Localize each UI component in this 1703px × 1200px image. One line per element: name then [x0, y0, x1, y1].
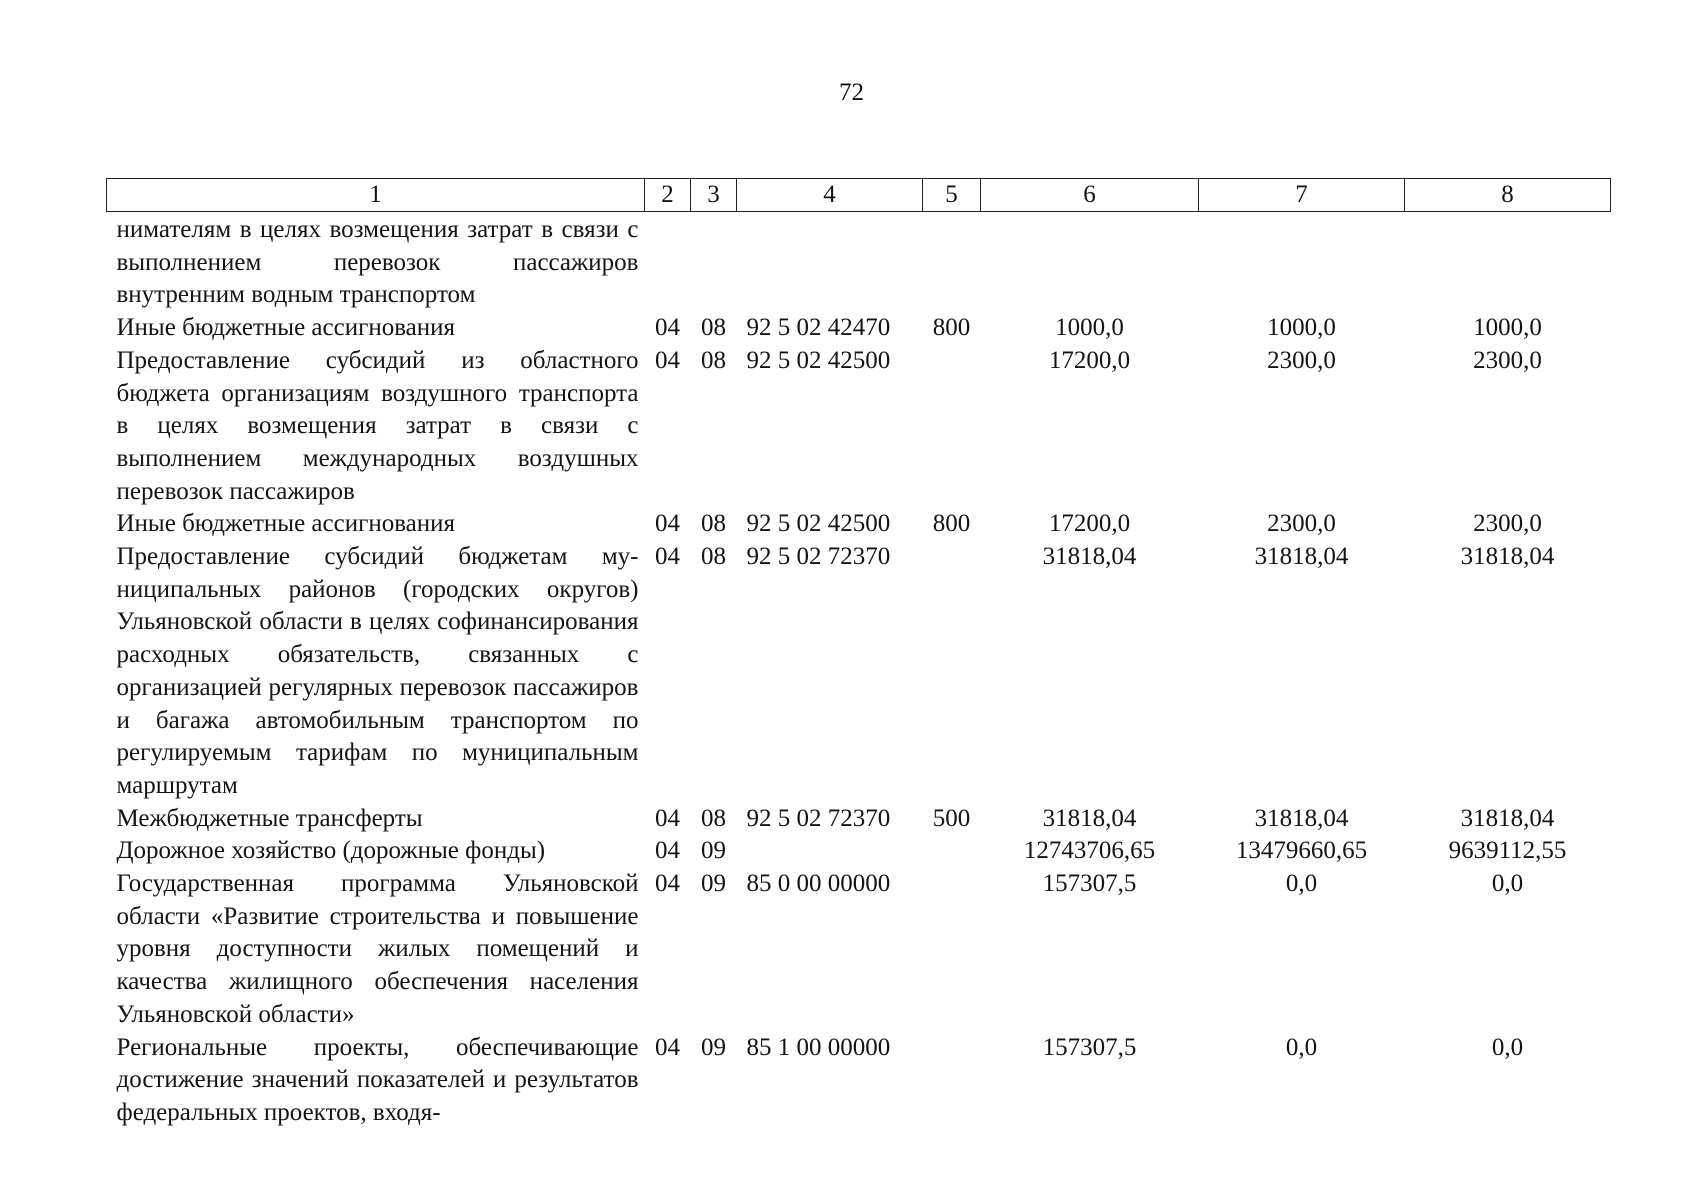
row-expense-type	[923, 1032, 981, 1130]
header-col-3: 3	[691, 179, 737, 212]
row-description: Региональные проекты, обеспечивающие достижение значений показателей и результатов федеральных проектов, входя-	[116, 1033, 639, 1126]
table-row	[107, 835, 1611, 868]
row-value-col-7: 31818,04	[1254, 804, 1349, 832]
row-value-col-7: 2300,0	[1267, 510, 1336, 538]
row-value-col-8: 0,0	[1491, 870, 1524, 898]
table-row	[107, 312, 1611, 345]
row-subsection-code: 08	[701, 510, 726, 538]
table-row	[107, 345, 1611, 509]
table-body	[107, 212, 1611, 1130]
budget-table	[106, 178, 1611, 1130]
row-subsection-code: 08	[701, 543, 726, 571]
row-description: нимателям в целях возмещения затрат в связи с выполнением перевозок пассажиров внутренним водным транспортом	[116, 216, 639, 309]
row-subsection-code: 09	[701, 1033, 726, 1061]
row-value-col-6: 31818,04	[1042, 543, 1137, 571]
row-value-col-6: 17200,0	[1048, 510, 1131, 538]
row-value-col-8: 0,0	[1491, 1033, 1524, 1061]
row-value-col-8: 31818,04	[1460, 804, 1555, 832]
row-value-col-7: 1000,0	[1267, 314, 1336, 342]
row-value-col-6: 17200,0	[1048, 346, 1131, 374]
row-value-col-7: 0,0	[1285, 870, 1318, 898]
row-description: Дорожное хозяйство (дорожные фонды)	[116, 837, 546, 865]
row-value-col-7	[1199, 212, 1405, 313]
row-section-code: 04	[655, 837, 680, 865]
row-section-code: 04	[655, 1033, 680, 1061]
row-target-article: 85 0 00 00000	[746, 870, 891, 898]
row-target-article: 85 1 00 00000	[746, 1033, 891, 1061]
row-section-code	[645, 212, 691, 313]
table-row	[107, 508, 1611, 541]
row-value-col-7: 2300,0	[1267, 346, 1336, 374]
row-description: Иные бюджетные ассигнования	[116, 510, 456, 538]
row-subsection-code	[691, 212, 737, 313]
table-row	[107, 1032, 1611, 1130]
row-target-article	[737, 835, 923, 868]
row-expense-type: 800	[932, 510, 971, 538]
header-col-7: 7	[1199, 179, 1405, 212]
row-expense-type	[923, 212, 981, 313]
row-value-col-7: 31818,04	[1254, 543, 1349, 571]
row-expense-type: 800	[932, 314, 971, 342]
row-expense-type	[923, 345, 981, 509]
header-col-4: 4	[737, 179, 923, 212]
table-row	[107, 212, 1611, 313]
row-description: Иные бюджетные ассигнования	[116, 314, 456, 342]
row-section-code: 04	[655, 870, 680, 898]
row-expense-type	[923, 868, 981, 1032]
row-target-article: 92 5 02 72370	[746, 804, 891, 832]
row-section-code: 04	[655, 543, 680, 571]
header-col-8: 8	[1405, 179, 1611, 212]
table-row	[107, 803, 1611, 836]
row-value-col-8: 2300,0	[1473, 510, 1542, 538]
row-target-article	[737, 212, 923, 313]
header-col-5: 5	[923, 179, 981, 212]
row-description: Предоставление субсидий бюджетам муниципальных районов (городских округов) Ульяновской области в целях софинансирования расходных обязательств, связанных с организацией регулярных перевозок пассажиров и багажа автомобильным транспортом по регулируемым тарифам по муниципальным маршрутам	[116, 543, 639, 799]
row-target-article: 92 5 02 42500	[746, 510, 891, 538]
header-col-1: 1	[107, 179, 645, 212]
row-value-col-6	[981, 212, 1199, 313]
header-row	[107, 179, 1611, 212]
row-target-article: 92 5 02 42500	[746, 346, 891, 374]
row-value-col-6: 157307,5	[1042, 870, 1137, 898]
row-value-col-8: 31818,04	[1460, 543, 1555, 571]
row-expense-type	[923, 541, 981, 803]
row-section-code: 04	[655, 314, 680, 342]
row-value-col-7: 0,0	[1285, 1033, 1318, 1061]
row-value-col-8: 1000,0	[1473, 314, 1542, 342]
row-target-article: 92 5 02 42470	[746, 314, 891, 342]
row-value-col-6: 1000,0	[1055, 314, 1124, 342]
row-section-code: 04	[655, 510, 680, 538]
row-value-col-7: 13479660,65	[1235, 837, 1368, 865]
table-row	[107, 541, 1611, 803]
row-description: Предоставление субсидий из областного бюджета организациям воздушного транспорта в целях возмещения затрат в связи с выполнением международных воздушных перевозок пассажиров	[116, 346, 639, 505]
row-value-col-6: 157307,5	[1042, 1033, 1137, 1061]
row-description: Государственная программа Ульяновской области «Развитие строительства и повышение уровня доступности жилых помещений и качества жилищного обеспечения населения Ульяновской области»	[116, 870, 639, 1028]
row-subsection-code: 08	[701, 346, 726, 374]
row-expense-type	[923, 835, 981, 868]
row-value-col-8	[1405, 212, 1611, 313]
row-value-col-8: 9639112,55	[1448, 837, 1567, 865]
header-col-6: 6	[981, 179, 1199, 212]
row-section-code: 04	[655, 804, 680, 832]
row-subsection-code: 08	[701, 314, 726, 342]
row-subsection-code: 09	[701, 837, 726, 865]
row-subsection-code: 09	[701, 870, 726, 898]
row-section-code: 04	[655, 346, 680, 374]
row-description: Межбюджетные трансферты	[116, 804, 423, 832]
table-header	[107, 179, 1611, 212]
row-value-col-6: 12743706,65	[1023, 837, 1156, 865]
row-target-article: 92 5 02 72370	[746, 543, 891, 571]
page-number: 72	[839, 79, 864, 106]
row-value-col-6: 31818,04	[1042, 804, 1137, 832]
table-row	[107, 868, 1611, 1032]
row-value-col-8: 2300,0	[1473, 346, 1542, 374]
row-subsection-code: 08	[701, 804, 726, 832]
row-expense-type: 500	[932, 804, 971, 832]
header-col-2: 2	[645, 179, 691, 212]
